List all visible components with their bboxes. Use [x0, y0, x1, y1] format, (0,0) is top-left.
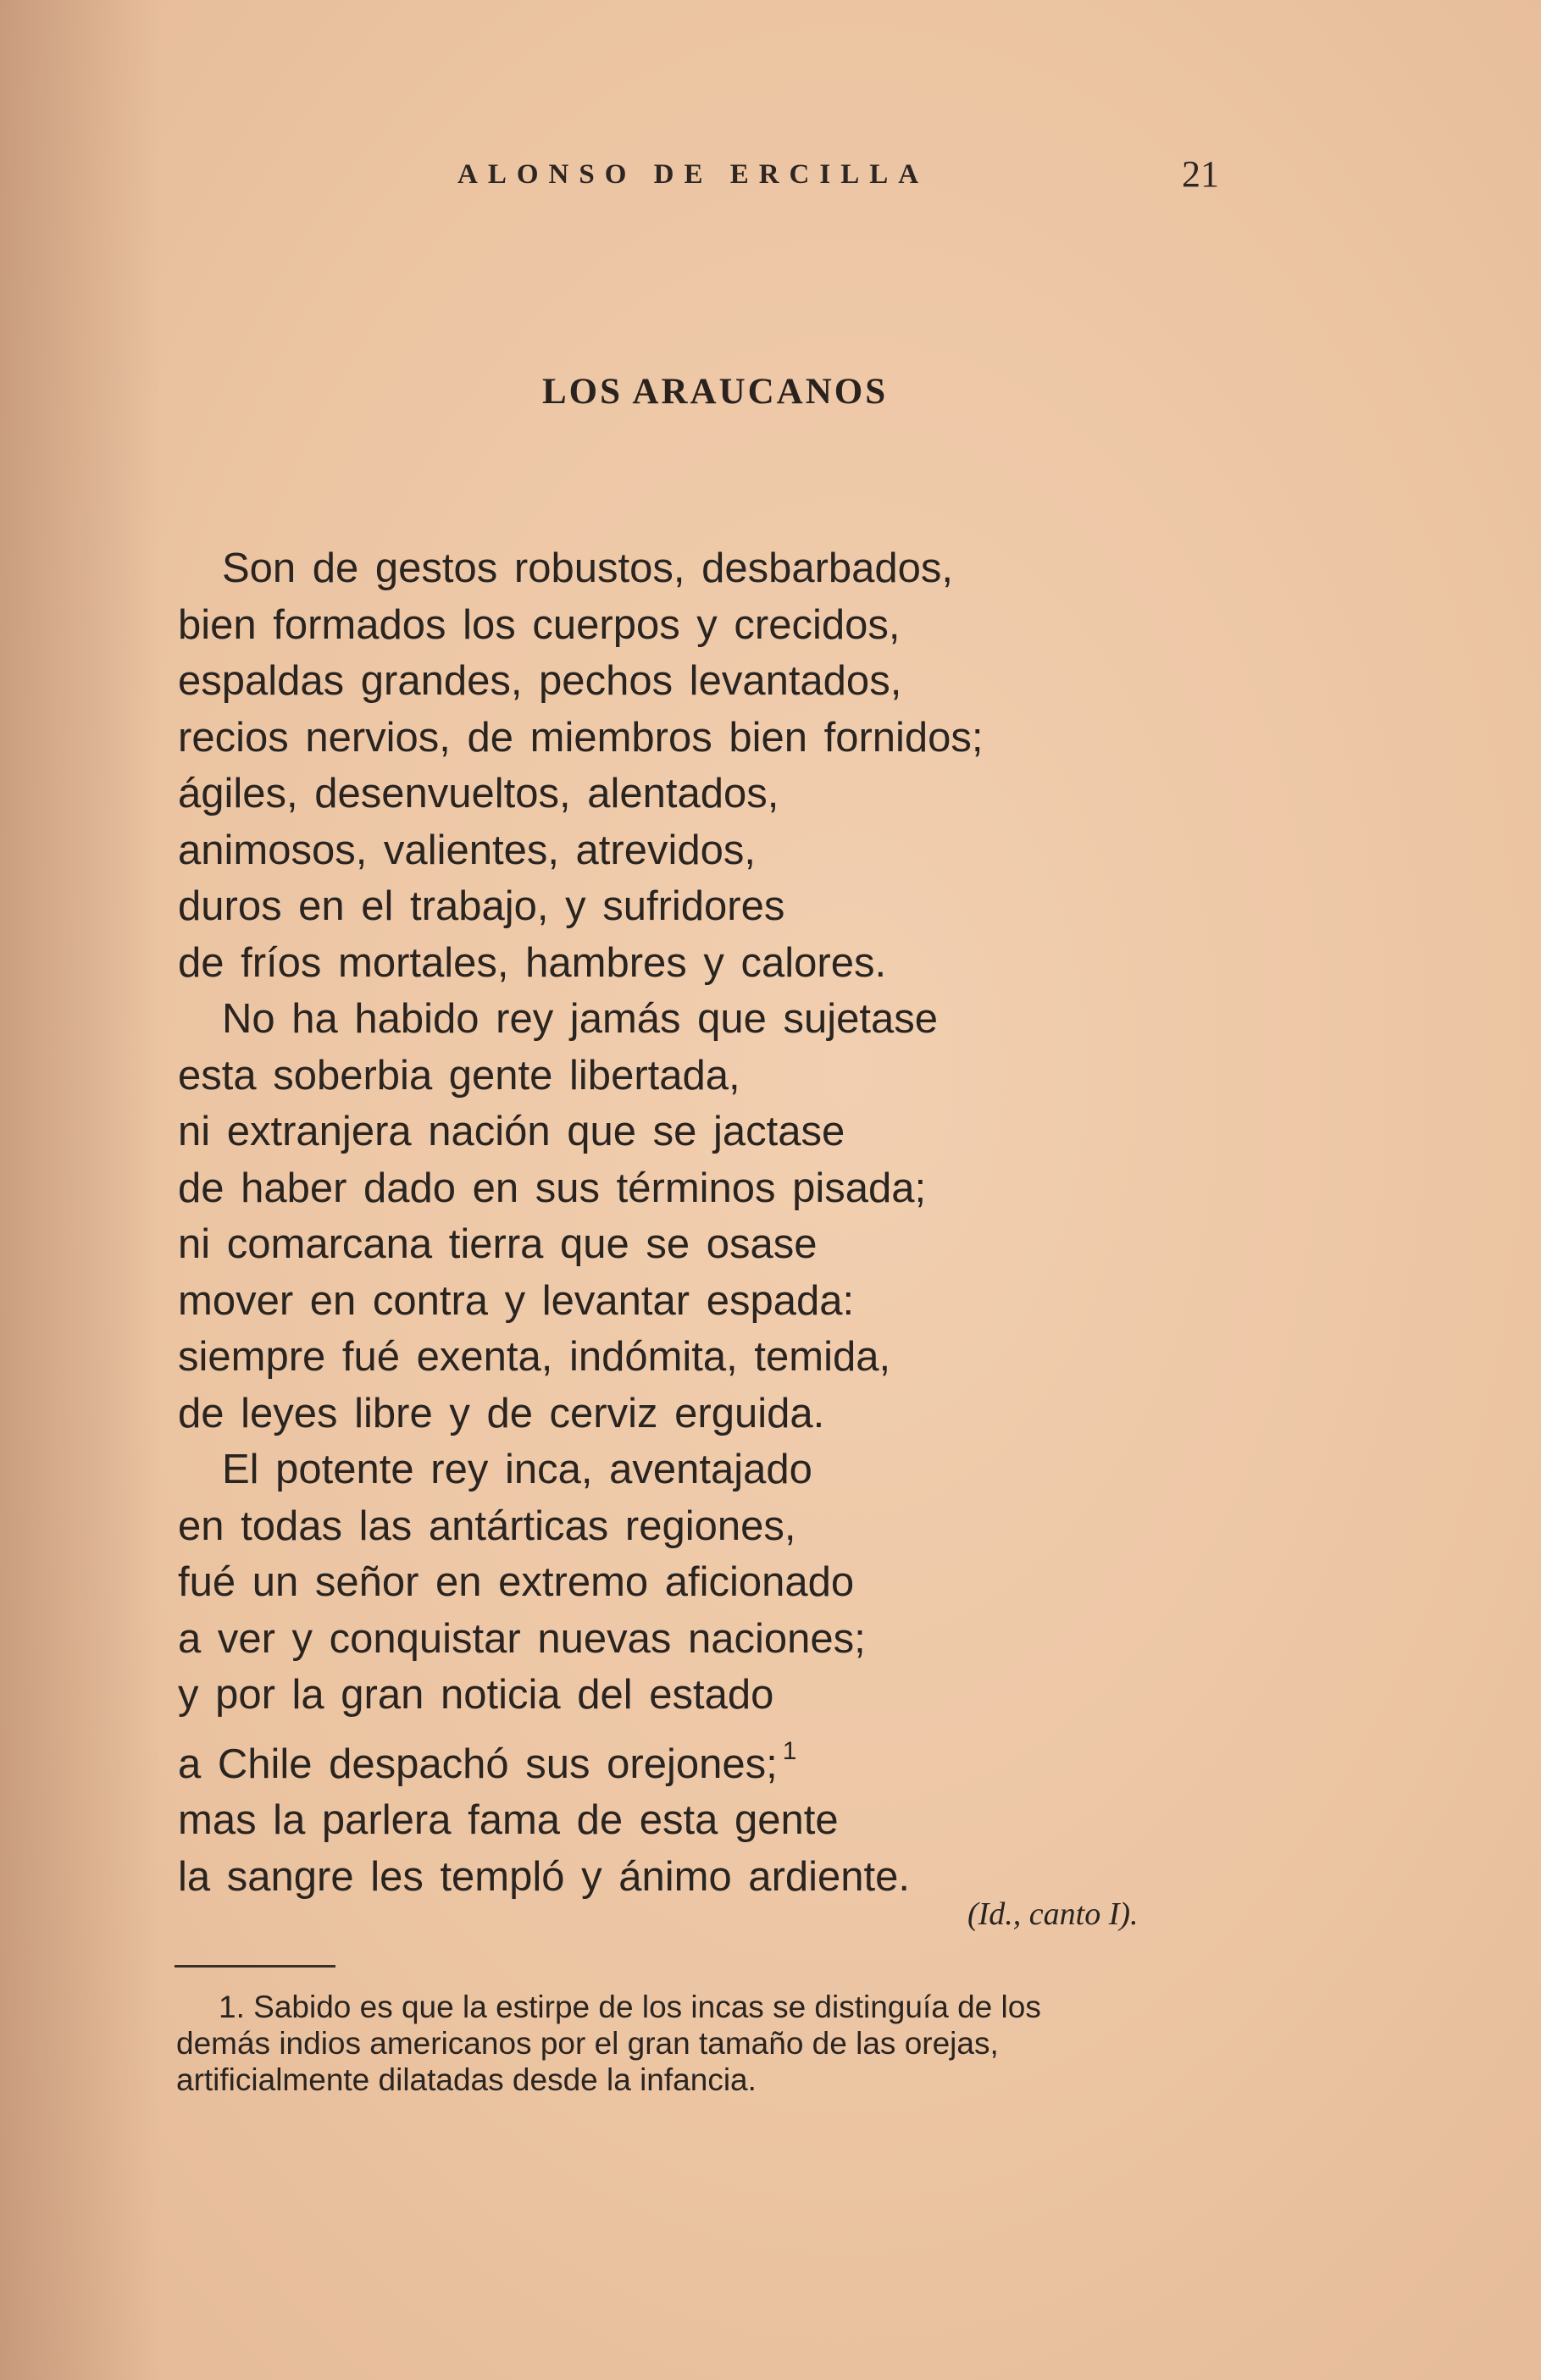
verse-line: mas la parlera fama de esta gente — [178, 1797, 839, 1843]
verse-line: a ver y conquistar nuevas naciones; — [178, 1615, 866, 1662]
verse-line: Son de gestos robustos, desbarbados, — [222, 545, 954, 591]
verse-line: El potente rey inca, aventajado — [222, 1447, 812, 1492]
verse-line: de leyes libre y de cerviz erguida. — [178, 1390, 825, 1436]
verse-line: ni comarcana tierra que se osase — [178, 1221, 818, 1267]
verse-line: en todas las antárticas regiones, — [178, 1503, 796, 1549]
footnote-line: artificialmente dilatadas desde la infancia. — [176, 2062, 757, 2097]
verse-line: animosos, valientes, atrevidos, — [178, 827, 756, 873]
running-header-title: ALONSO DE ERCILLA — [457, 159, 929, 190]
poem-body — [178, 540, 1178, 1905]
verse-line: mover en contra y levantar espada: — [178, 1277, 855, 1324]
verse-line: No ha habido rey jamás que sujetase — [222, 996, 939, 1042]
verse-line: de haber dado en sus términos pisada; — [178, 1165, 927, 1211]
footnote-line: demás indios americanos por el gran tamaño de las orejas, — [176, 2026, 999, 2061]
poem-title: LOS ARAUCANOS — [542, 372, 889, 412]
page-number: 21 — [1182, 153, 1219, 195]
verse-line: de fríos mortales, hambres y calores. — [178, 939, 887, 986]
verse-line: recios nervios, de miembros bien fornidos; — [178, 714, 984, 761]
verse-line: ágiles, desenvueltos, alentados, — [178, 771, 779, 816]
verse-line-text: a Chile despachó sus orejones; — [178, 1741, 778, 1787]
footnote-marker: 1 — [782, 1736, 797, 1765]
verse-line: fué un señor en extremo aficionado — [178, 1559, 855, 1605]
footnote-divider — [175, 1965, 335, 1968]
verse-line: la sangre les templó y ánimo ardiente. — [178, 1853, 910, 1900]
footnote-line: 1. Sabido es que la estirpe de los incas se distinguía de los — [219, 1990, 1041, 2024]
verse-line: bien formados los cuerpos y crecidos, — [178, 601, 901, 648]
page-edge-shadow — [0, 0, 161, 2380]
verse-line: ni extranjera nación que se jactase — [178, 1109, 845, 1154]
verse-line: siempre fué exenta, indómita, temida, — [178, 1334, 891, 1380]
verse-line: espaldas grandes, pechos levantados, — [178, 658, 902, 704]
verse-line: esta soberbia gente libertada, — [178, 1052, 740, 1099]
verse-line-with-note — [178, 1724, 1178, 1793]
verse-line: y por la gran noticia del estado — [178, 1672, 774, 1718]
source-attribution: (Id., canto I). — [967, 1896, 1139, 1932]
verse-line: duros en el trabajo, y sufridores — [178, 883, 785, 929]
footnote — [176, 1989, 1261, 2098]
